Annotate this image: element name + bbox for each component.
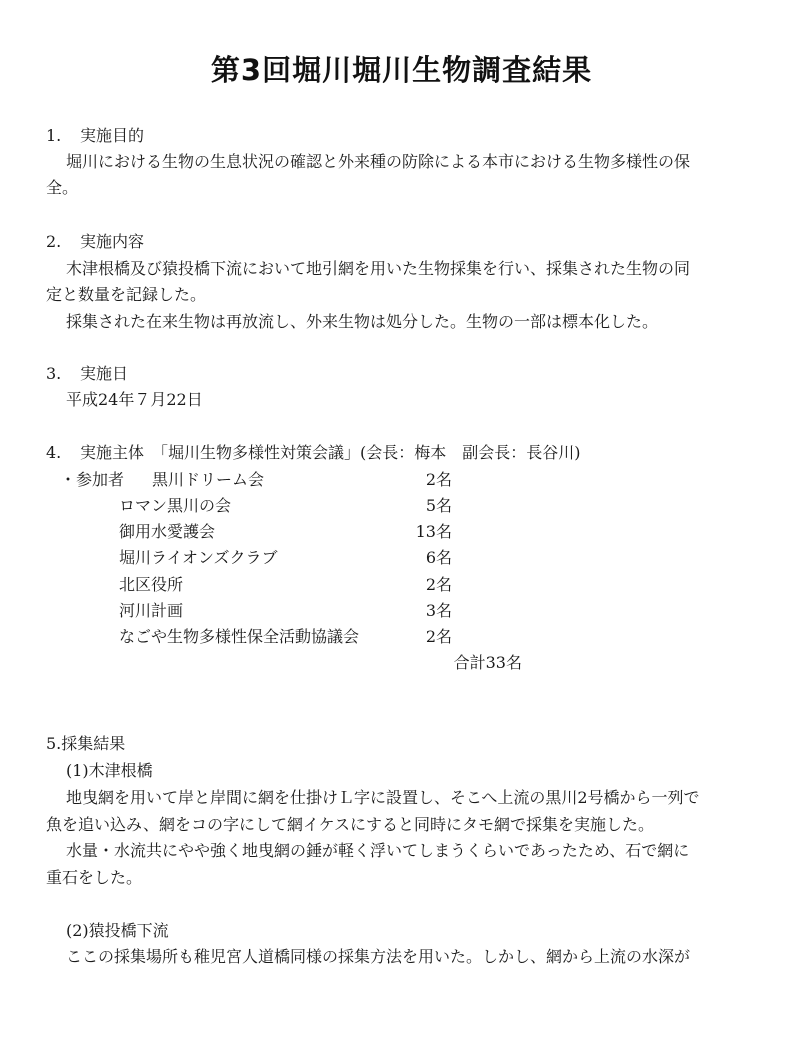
section-1-title: 実施目的 bbox=[80, 126, 145, 145]
participant-org: 御用水愛護会 bbox=[119, 522, 216, 541]
section-1-number: 1. bbox=[46, 126, 62, 145]
section-4-number: 4. bbox=[46, 443, 62, 462]
section-5-heading: 5.採集結果 bbox=[46, 734, 126, 753]
document-title: 第3回堀川堀川生物調査結果 bbox=[210, 53, 593, 87]
participant-org: 堀川ライオンズクラブ bbox=[119, 548, 278, 567]
participant-count: 6名 bbox=[425, 548, 452, 567]
section-2-body-line: 木津根橋及び猿投橋下流において地引網を用いた生物採集を行い、採集された生物の同 bbox=[66, 259, 691, 278]
section-1-heading bbox=[46, 126, 144, 146]
subsection-1-title: (1)木津根橋 bbox=[66, 761, 153, 780]
section-2-title: 実施内容 bbox=[80, 232, 145, 251]
section-4-title: 実施主体 「堀川生物多様性対策会議」(会長：梅本 副会長：長谷川) bbox=[80, 443, 581, 462]
participant-count: 3名 bbox=[425, 601, 452, 620]
participant-count: 5名 bbox=[425, 496, 452, 515]
section-3-heading bbox=[46, 364, 128, 384]
section-3-date: 平成24年７月22日 bbox=[66, 390, 203, 409]
section-3-number: 3. bbox=[46, 364, 62, 383]
section-3-title: 実施日 bbox=[80, 364, 129, 383]
subsection-1-body-line: 魚を追い込み、網をコの字にして網イケスにすると同時にタモ網で採集を実施した。 bbox=[46, 815, 655, 834]
section-2-heading bbox=[46, 232, 144, 252]
participant-count: 2名 bbox=[425, 575, 452, 594]
participant-count: 13名 bbox=[415, 522, 452, 541]
subsection-1-body-line: 重石をした。 bbox=[46, 868, 143, 887]
subsection-2-body-line: ここの採集場所も稚児宮人道橋同様の採集方法を用いた。しかし、網から上流の水深が bbox=[66, 947, 691, 966]
participants-label: ・参加者 bbox=[60, 470, 125, 489]
section-1-body-line: 全。 bbox=[46, 178, 79, 197]
subsection-1-body-line: 水量・水流共にやや強く地曳網の錘が軽く浮いてしまうくらいであったため、石で網に bbox=[66, 841, 690, 860]
participant-count: 2名 bbox=[425, 627, 452, 646]
section-2-body-line: 定と数量を記録した。 bbox=[46, 285, 207, 304]
section-4-heading bbox=[46, 443, 581, 463]
participant-org: ロマン黒川の会 bbox=[119, 496, 232, 515]
section-1-body-line: 堀川における生物の生息状況の確認と外来種の防除による本市における生物多様性の保 bbox=[66, 152, 691, 171]
participant-count: 2名 bbox=[425, 470, 452, 489]
participant-org: なごや生物多様性保全活動協議会 bbox=[119, 627, 360, 646]
participant-org: 黒川ドリーム会 bbox=[152, 470, 265, 489]
subsection-1-body-line: 地曳網を用いて岸と岸間に網を仕掛けＬ字に設置し、そこへ上流の黒川2号橋から一列で bbox=[66, 788, 700, 807]
participant-org: 河川計画 bbox=[119, 601, 184, 620]
subsection-2-title: (2)猿投橋下流 bbox=[66, 921, 169, 940]
participant-org: 北区役所 bbox=[119, 575, 184, 594]
participants-total: 合計33名 bbox=[453, 653, 522, 672]
section-2-body-line: 採集された在来生物は再放流し、外来生物は処分した。生物の一部は標本化した。 bbox=[66, 312, 659, 331]
section-2-number: 2. bbox=[46, 232, 62, 251]
